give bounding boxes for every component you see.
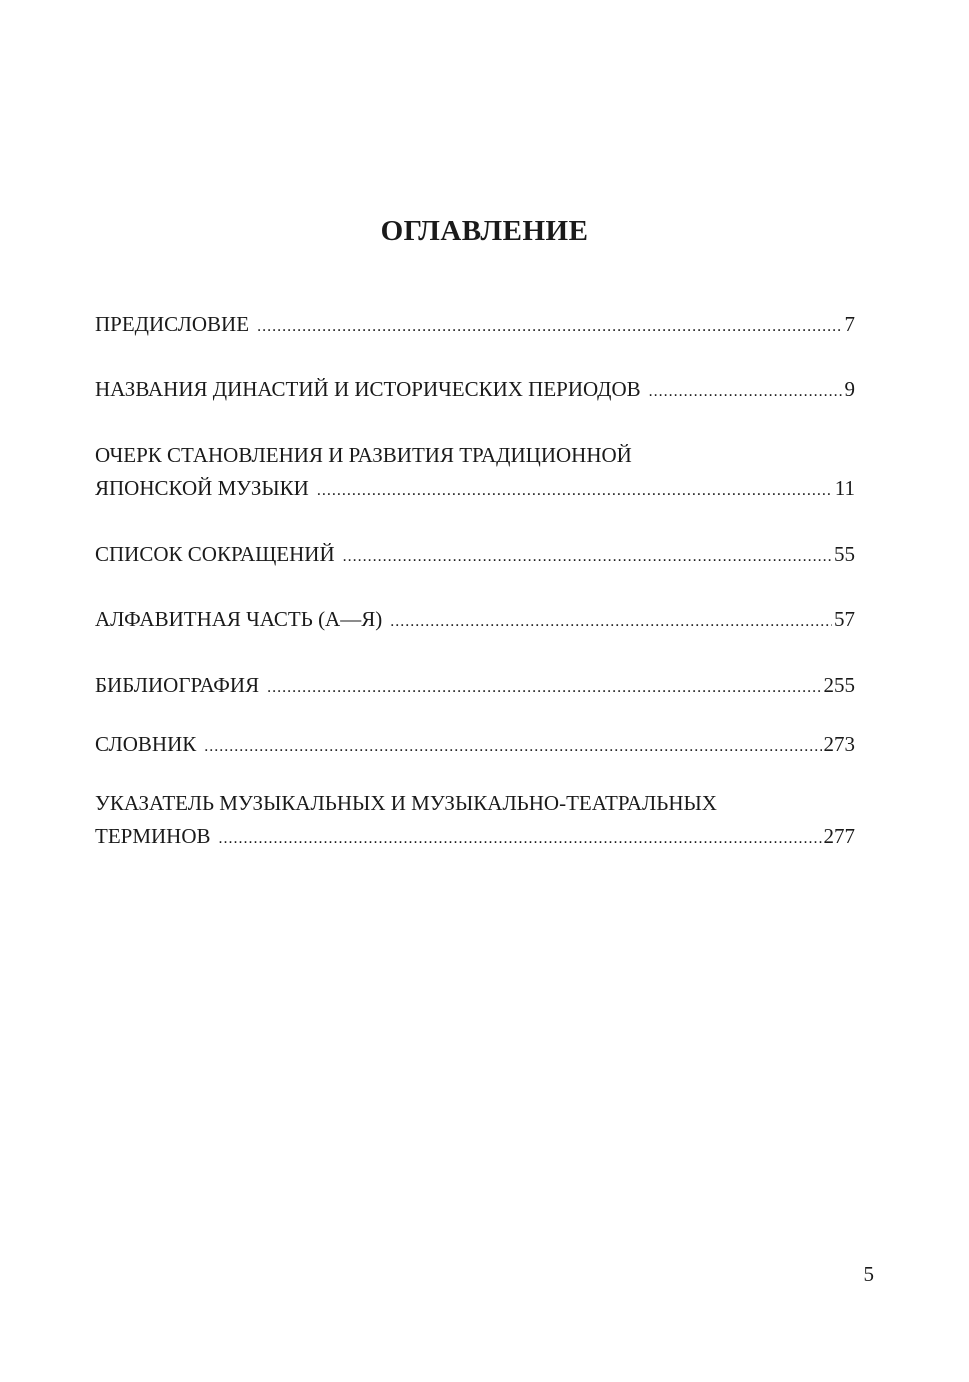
toc-leader-dots bbox=[204, 730, 821, 763]
toc-entry-title: БИБЛИОГРАФИЯ bbox=[95, 673, 260, 697]
toc-line bbox=[95, 472, 855, 507]
toc-entry-glossary[interactable] bbox=[95, 728, 855, 763]
toc-entry-page: 57 bbox=[834, 607, 855, 631]
toc-entry-title: СЛОВНИК bbox=[95, 732, 197, 756]
toc-line bbox=[95, 787, 855, 820]
toc-leader-dots bbox=[317, 474, 833, 507]
toc-entry-page: 7 bbox=[844, 312, 855, 336]
toc-entry-title: ПРЕДИСЛОВИЕ bbox=[95, 312, 250, 336]
toc-line bbox=[95, 439, 855, 472]
toc-entry-dynasties[interactable] bbox=[95, 373, 855, 408]
toc-line bbox=[95, 308, 855, 343]
toc-entry-page: 273 bbox=[823, 732, 855, 756]
toc-entry-page: 55 bbox=[834, 542, 855, 566]
toc-entry-page: 11 bbox=[834, 476, 855, 500]
toc-entry-title: ОЧЕРК СТАНОВЛЕНИЯ И РАЗВИТИЯ ТРАДИЦИОННОЙ bbox=[95, 443, 632, 467]
toc-line bbox=[95, 603, 855, 638]
toc-leader-dots bbox=[257, 310, 842, 343]
toc-line bbox=[95, 728, 855, 763]
toc-leader-dots bbox=[343, 540, 832, 573]
toc-entry-title-continued: ЯПОНСКОЙ МУЗЫКИ bbox=[95, 476, 309, 500]
toc-entry-abbreviations[interactable] bbox=[95, 538, 855, 573]
toc-entry-title: УКАЗАТЕЛЬ МУЗЫКАЛЬНЫХ И МУЗЫКАЛЬНО-ТЕАТРАЛЬНЫХ bbox=[95, 791, 717, 815]
toc-line bbox=[95, 669, 855, 704]
toc-line bbox=[95, 538, 855, 573]
toc-entry-page: 255 bbox=[823, 673, 855, 697]
toc-leader-dots bbox=[390, 605, 832, 638]
toc-entry-preface[interactable] bbox=[95, 308, 855, 343]
toc-leader-dots bbox=[649, 375, 843, 408]
toc-line bbox=[95, 820, 855, 855]
page-number: 5 bbox=[863, 1262, 874, 1286]
toc-entry-terms-index[interactable] bbox=[95, 787, 855, 855]
toc-entry-title-continued: ТЕРМИНОВ bbox=[95, 824, 211, 848]
page-title: ОГЛАВЛЕНИЕ bbox=[380, 215, 589, 248]
toc-entry-title: СПИСОК СОКРАЩЕНИЙ bbox=[95, 542, 335, 566]
toc-entry-essay[interactable] bbox=[95, 439, 855, 507]
toc-entry-alphabetical[interactable] bbox=[95, 603, 855, 638]
toc-leader-dots bbox=[267, 671, 821, 704]
toc-entry-page: 9 bbox=[844, 377, 855, 401]
toc-leader-dots bbox=[219, 822, 822, 855]
toc-entry-title: НАЗВАНИЯ ДИНАСТИЙ И ИСТОРИЧЕСКИХ ПЕРИОДОВ bbox=[95, 377, 641, 401]
toc-line bbox=[95, 373, 855, 408]
toc-entry-page: 277 bbox=[823, 824, 855, 848]
toc-entry-title: АЛФАВИТНАЯ ЧАСТЬ (А—Я) bbox=[95, 607, 383, 631]
toc-entry-bibliography[interactable] bbox=[95, 669, 855, 704]
